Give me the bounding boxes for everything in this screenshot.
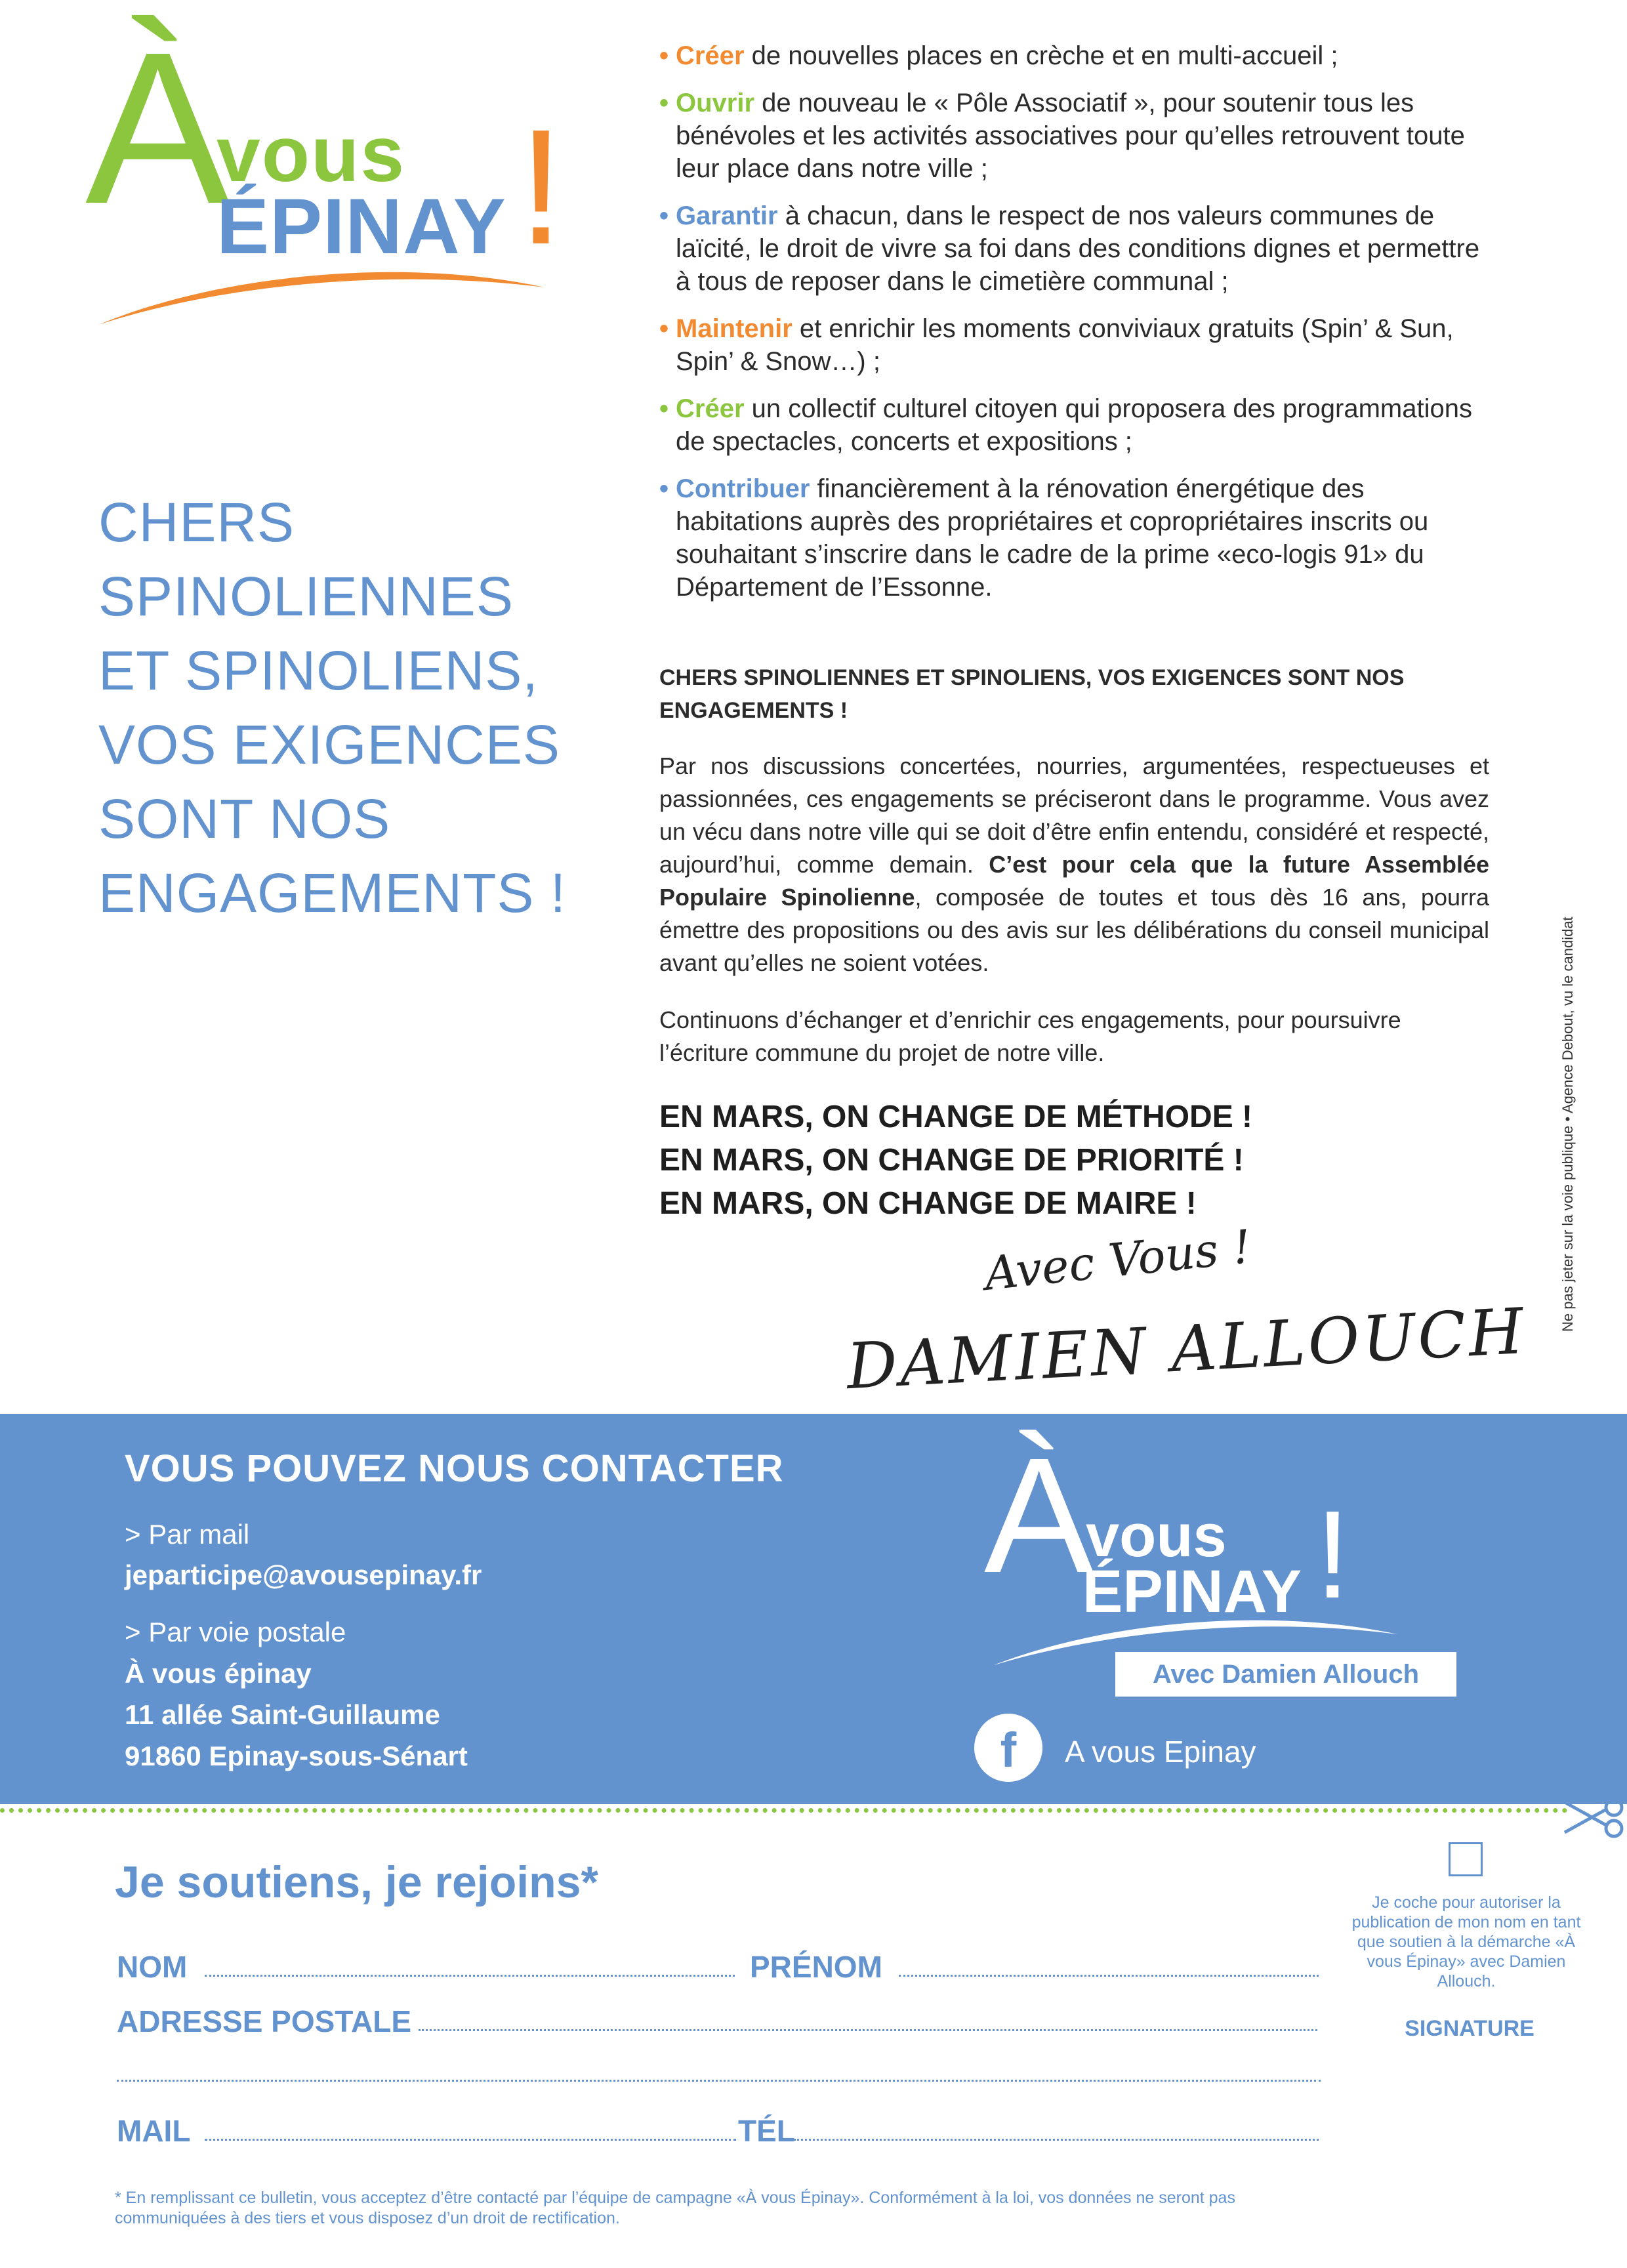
section-subheading: CHERS SPINOLIENNES ET SPINOLIENS, VOS EXIGENCES SONT NOS ENGAGEMENTS ! [659, 665, 1405, 723]
headline-line: ET SPINOLIENS, [98, 640, 539, 701]
list-item [659, 199, 1493, 298]
body-paragraph [659, 750, 1489, 979]
footnote: * En remplissant ce bulletin, vous acceptez d’être contacté par l’équipe de campagne «À vous Épinay». Conformément à la loi, vos données ne seront pas communiquées à des tiers et vous disposez d’un droit de rectification. [115, 2189, 1235, 2227]
adresse-field[interactable] [419, 2029, 1317, 2031]
publish-consent-checkbox[interactable] [1449, 1842, 1483, 1876]
list-item [659, 87, 1493, 185]
logo-exclamation: ! [1315, 1485, 1350, 1624]
prenom-field[interactable] [899, 1975, 1319, 1977]
slogans [659, 1096, 1489, 1226]
legal-note [1552, 886, 1584, 1332]
contact-title: VOUS POUVEZ NOUS CONTACTER [125, 1447, 784, 1490]
signature-name: DAMIEN ALLOUCH [844, 1294, 1528, 1404]
mail-label: > Par mail [125, 1519, 250, 1550]
prenom-label: PRÉNOM [750, 1950, 882, 1984]
logo-a-letter: À [85, 7, 226, 249]
legal-note-text: Ne pas jeter sur la voie publique • Agence Debout, vu le candidat [1559, 917, 1576, 1332]
contact-email[interactable]: jeparticipe@avousepinay.fr [125, 1559, 482, 1590]
mail-field[interactable] [205, 2139, 736, 2141]
bullet-keyword: Créer [676, 41, 745, 70]
logo-epinay: ÉPINAY [1082, 1558, 1302, 1625]
tel-field[interactable] [794, 2139, 1319, 2141]
headline [98, 485, 597, 930]
list-item [659, 39, 1493, 72]
band-logo [984, 1424, 1404, 1683]
bullet-keyword: Créer [676, 394, 745, 423]
candidate-badge: Avec Damien Allouch [1115, 1652, 1456, 1697]
logo-vous: vous [216, 110, 406, 198]
nom-label: NOM [117, 1950, 188, 1984]
logo-epinay: ÉPINAY [216, 182, 506, 270]
bullet-icon: • [659, 89, 669, 117]
headline-line: VOS EXIGENCES [98, 714, 560, 775]
logo-a-letter: À [984, 1424, 1094, 1607]
address-street: 11 allée Saint-Guillaume [125, 1699, 440, 1730]
headline-line: ENGAGEMENTS ! [98, 862, 567, 924]
commitments-list [659, 39, 1493, 618]
slogan-line: EN MARS, ON CHANGE DE PRIORITÉ ! [659, 1143, 1244, 1178]
bullet-text: financièrement à la rénovation énergétique des habitations auprès des propriétaires et copropriétaires inscrits ou souhaitant s’inscrire dans le cadre de la prime «eco-logis 91» du Département de l’Essonne. [676, 474, 1429, 602]
slogan-line: EN MARS, ON CHANGE DE MAIRE ! [659, 1186, 1197, 1221]
campaign-logo [85, 7, 564, 321]
bullet-icon: • [659, 394, 669, 423]
signature-greeting: Avec Vous ! [981, 1219, 1254, 1302]
bullet-text: de nouveau le « Pôle Associatif », pour soutenir tous les bénévoles et les activités associatives pour qu’elles retrouvent toute leur place dans notre ville ; [676, 89, 1465, 183]
headline-line: CHERS [98, 491, 295, 553]
paragraph-text: , composée de toutes et tous dès 16 ans, pourra émettre des propositions ou des avis sur les délibérations du conseil municipal avant qu’elles ne soient votées. [659, 884, 1489, 976]
paragraph-bold: C’est pour cela que la future Assemblée Populaire Spinolienne [659, 851, 1490, 911]
form-title: Je soutiens, je rejoins* [115, 1857, 598, 1907]
bullet-text: à chacun, dans le respect de nos valeurs communes de laïcité, le droit de vivre sa foi dans des conditions dignes et permettre à tous de reposer dans le cimetière communal ; [676, 201, 1480, 296]
signature-label: SIGNATURE [1405, 2016, 1534, 2041]
bullet-text: et enrichir les moments conviviaux gratuits (Spin’ & Sun, Spin’ & Snow…) ; [676, 314, 1454, 376]
adresse-field-line2[interactable] [117, 2080, 1321, 2082]
slogan-line: EN MARS, ON CHANGE DE MÉTHODE ! [659, 1100, 1253, 1134]
bullet-keyword: Ouvrir [676, 89, 755, 117]
mail-label: MAIL [117, 2114, 191, 2148]
body-paragraph: Continuons d’échanger et d’enrichir ces engagements, pour poursuivre l’écriture commune du projet de notre ville. [659, 1006, 1401, 1066]
bullet-icon: • [659, 314, 669, 343]
tel-label: TÉL [738, 2114, 795, 2148]
bullet-icon: • [659, 41, 669, 70]
logo-swoosh [85, 256, 558, 328]
bullet-icon: • [659, 474, 669, 503]
post-label: > Par voie postale [125, 1617, 346, 1647]
logo-vous: vous [1086, 1502, 1227, 1569]
facebook-icon[interactable]: f [974, 1714, 1042, 1782]
consent-text: Je coche pour autoriser la publication de mon nom en tant que soutien à la démarche «À vous Épinay» avec Damien Allouch. [1351, 1893, 1581, 1990]
scissors-icon [1561, 1794, 1627, 1840]
logo-exclamation: ! [518, 95, 564, 278]
adresse-label: ADRESSE POSTALE [117, 2004, 411, 2038]
list-item [659, 392, 1493, 458]
nom-field[interactable] [205, 1975, 735, 1977]
bullet-text: de nouvelles places en crèche et en multi-accueil ; [744, 41, 1338, 70]
list-item [659, 472, 1493, 604]
paragraph-text: Par nos discussions concertées, nourries, argumentées, respectueuses et passionnées, ces engagements se préciseront dans le programme. Vous avez un vécu dans notre ville qui se doit d’être enfin entendu, considéré et respecté, aujourd’hui, comme demain. [659, 753, 1489, 878]
facebook-link[interactable]: A vous Epinay [1065, 1735, 1256, 1769]
headline-line: SONT NOS [98, 788, 391, 850]
headline-line: SPINOLIENNES [98, 566, 514, 627]
bullet-keyword: Garantir [676, 201, 778, 230]
address-city: 91860 Epinay-sous-Sénart [125, 1741, 468, 1771]
cut-line [0, 1808, 1568, 1813]
bullet-keyword: Contribuer [676, 474, 810, 503]
bullet-keyword: Maintenir [676, 314, 793, 343]
bullet-text: un collectif culturel citoyen qui proposera des programmations de spectacles, concerts et expositions ; [676, 394, 1472, 456]
list-item [659, 312, 1493, 378]
address-name: À vous épinay [125, 1658, 312, 1689]
bullet-icon: • [659, 201, 669, 230]
